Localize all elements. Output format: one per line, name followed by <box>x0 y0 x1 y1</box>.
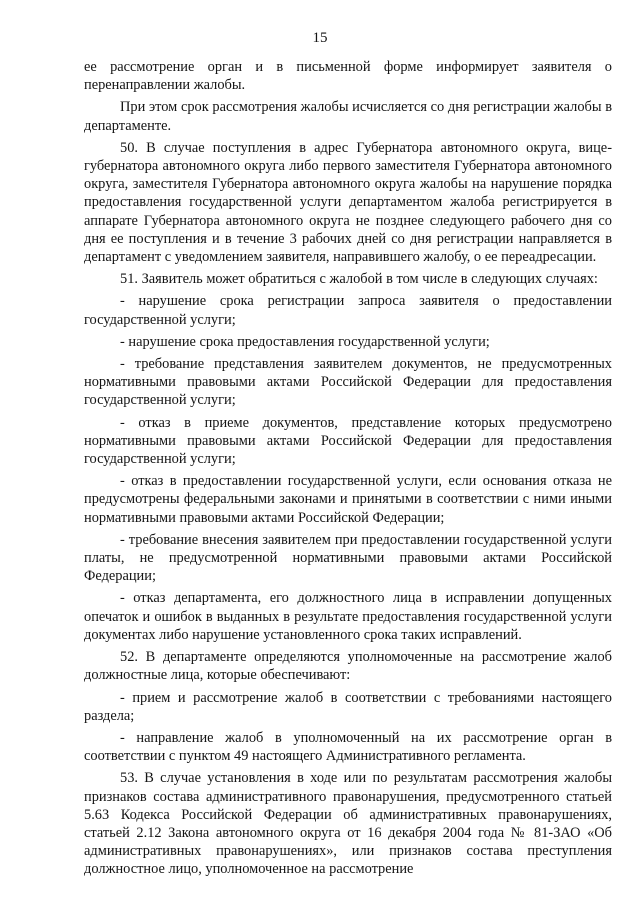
list-item-51-3: - требование представления заявителем документов, не предусмотренных нормативными правовыми актами Российской Федерации для предоставления государственной услуги; <box>84 356 612 409</box>
paragraph-item-52: 52. В департаменте определяются уполномоченные на рассмотрение жалоб должностные лица, которые обеспечивают: <box>84 649 612 684</box>
paragraph-continuation: ее рассмотрение орган и в письменной форме информирует заявителя о перенаправлении жалобы. <box>84 59 612 94</box>
list-item-51-1: - нарушение срока регистрации запроса заявителя о предоставлении государственной услуги; <box>84 293 612 328</box>
list-item-51-6: - требование внесения заявителем при предоставлении государственной услуги платы, не предусмотренной нормативными правовыми актами Российской Федерации; <box>84 531 612 585</box>
list-item-52-2: - направление жалоб в уполномоченный на их рассмотрение орган в соответствии с пунктом 49 настоящего Административного регламента. <box>84 729 612 765</box>
document-body <box>84 58 612 879</box>
paragraph-item-50: 50. В случае поступления в адрес Губернатора автономного округа, вице-губернатора автономного округа либо первого заместителя Губернатора автономного округа, заместителя Губернатора автономного округа жалобы на нарушение порядка предоставления государственной услуги департаментом жалоба регистрируется в аппарате Губернатора автономного округа не позднее следующего рабочего дня со дня ее поступления и в течение 3 рабочих дней со дня регистрации направляется в департамент с уведомлением заявителя, направившего жалобу, о ее переадресации. <box>84 139 612 266</box>
list-item-52-1: - прием и рассмотрение жалоб в соответствии с требованиями настоящего раздела; <box>84 689 612 724</box>
page-number: 15 <box>312 30 328 46</box>
paragraph-item-53: 53. В случае установления в ходе или по результатам рассмотрения жалобы признаков состава административного правонарушения, предусмотренного статьей 5.63 Кодекса Российской Федерации об административных правонарушениях, статьей 2.12 Закона автономного округа от 16 декабря 2004 года № 81-ЗАО «Об административных правонарушениях», или признаков состава преступления должностное лицо, уполномоченное на рассмотрение <box>84 770 612 878</box>
list-item-51-4: - отказ в приеме документов, представление которых предусмотрено нормативными правовыми актами Российской Федерации для предоставления государственной услуги; <box>84 414 612 468</box>
list-item-51-5: - отказ в предоставлении государственной услуги, если основания отказа не предусмотрены федеральными законами и принятыми в соответствии с ними иными нормативными правовыми актами Российской Федерации; <box>84 473 612 526</box>
list-item-51-7: - отказ департамента, его должностного лица в исправлении допущенных опечаток и ошибок в выданных в результате предоставления государственной услуги документах либо нарушение установленного срока таких исправлений. <box>84 590 612 643</box>
list-item-51-2: - нарушение срока предоставления государственной услуги; <box>120 333 490 350</box>
paragraph-item-51: 51. Заявитель может обратиться с жалобой в том числе в следующих случаях: <box>120 271 598 288</box>
paragraph-complaint-term: При этом срок рассмотрения жалобы исчисляется со дня регистрации жалобы в департаменте. <box>84 99 612 134</box>
